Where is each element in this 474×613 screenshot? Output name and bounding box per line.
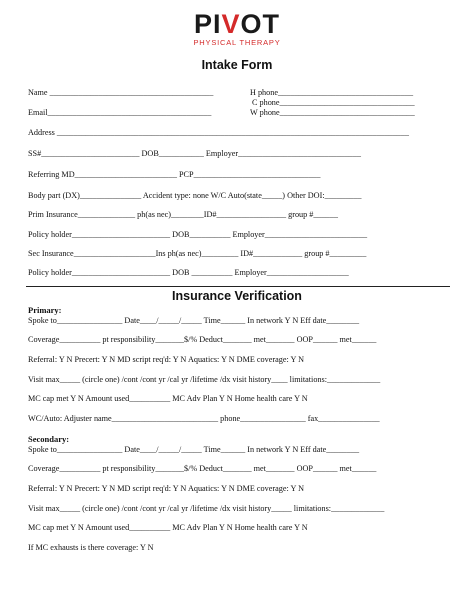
secondary-insurance-row[interactable]: Sec Insurance____________________Ins ph(as nec)_________ ID#____________ group #_________ xyxy=(28,249,367,258)
primary-heading: Primary: xyxy=(28,305,62,315)
ss-dob-employer-row[interactable]: SS#________________________ DOB___________ Employer______________________________ xyxy=(28,149,361,158)
referring-md-row[interactable]: Referring MD_________________________ PCP_______________________________ xyxy=(28,170,321,179)
section-divider xyxy=(26,286,450,287)
secondary-referral-row[interactable]: Referral: Y N Precert: Y N MD script req'd: Y N Aquatics: Y N DME coverage: Y N xyxy=(28,484,305,493)
pivot-logo xyxy=(0,10,474,47)
wc-auto-row[interactable]: WC/Auto: Adjuster name__________________________ phone________________ fax_______________ xyxy=(28,414,380,423)
primary-mc-row[interactable]: MC cap met Y N Amount used__________ MC Adv Plan Y N Home health care Y N xyxy=(28,394,308,403)
primary-referral-row[interactable]: Referral: Y N Precert: Y N MD script req'd: Y N Aquatics: Y N DME coverage: Y N xyxy=(28,355,305,364)
secondary-spoke-row[interactable]: Spoke to________________ Date____/_____/_____ Time______ In network Y N Eff date________ xyxy=(28,445,360,454)
secondary-heading: Secondary: xyxy=(28,434,70,444)
name-field[interactable]: Name ________________________________________ xyxy=(28,88,214,97)
primary-visit-row[interactable]: Visit max_____ (circle one) /cont /cont yr /cal yr /lifetime /dx visit history____ limitations:_____________ xyxy=(28,375,381,384)
logo-subtitle: PHYSICAL THERAPY xyxy=(193,38,281,47)
primary-spoke-row[interactable]: Spoke to________________ Date____/_____/_____ Time______ In network Y N Eff date________ xyxy=(28,316,360,325)
cell-phone-field[interactable]: C phone_________________________________ xyxy=(252,98,415,107)
body-part-row[interactable]: Body part (DX)_______________ Accident type: none W/C Auto(state_____) Other DOI:_________ xyxy=(28,191,362,200)
primary-coverage-row[interactable]: Coverage__________ pt responsibility_______$/% Deduct_______ met_______ OOP______ met______ xyxy=(28,335,377,344)
mc-exhaust-row[interactable]: If MC exhausts is there coverage: Y N xyxy=(28,543,154,552)
home-phone-field[interactable]: H phone_________________________________ xyxy=(250,88,414,97)
secondary-coverage-row[interactable]: Coverage__________ pt responsibility_______$/% Deduct_______ met_______ OOP______ met______ xyxy=(28,464,377,473)
primary-insurance-row[interactable]: Prim Insurance______________ ph(as nec)________ID#_________________ group #______ xyxy=(28,210,338,219)
secondary-policy-holder-row[interactable]: Policy holder________________________ DOB __________ Employer____________________ xyxy=(28,268,349,277)
work-phone-field[interactable]: W phone_________________________________ xyxy=(250,108,415,117)
logo-v-mark: V xyxy=(221,9,241,39)
logo-wordmark: PIVOT xyxy=(193,9,281,39)
email-field[interactable]: Email________________________________________ xyxy=(28,108,212,117)
address-field[interactable]: Address ______________________________________________________________________________________ xyxy=(28,128,409,137)
policy-holder-row[interactable]: Policy holder________________________ DOB__________ Employer_________________________ xyxy=(28,230,368,239)
page-title: Intake Form xyxy=(201,58,273,72)
secondary-visit-row[interactable]: Visit max_____ (circle one) /cont /cont yr /cal yr /lifetime /dx visit history_____ limitations:_____________ xyxy=(28,504,385,513)
verification-title: Insurance Verification xyxy=(172,289,302,303)
secondary-mc-row[interactable]: MC cap met Y N Amount used__________ MC Adv Plan Y N Home health care Y N xyxy=(28,523,308,532)
